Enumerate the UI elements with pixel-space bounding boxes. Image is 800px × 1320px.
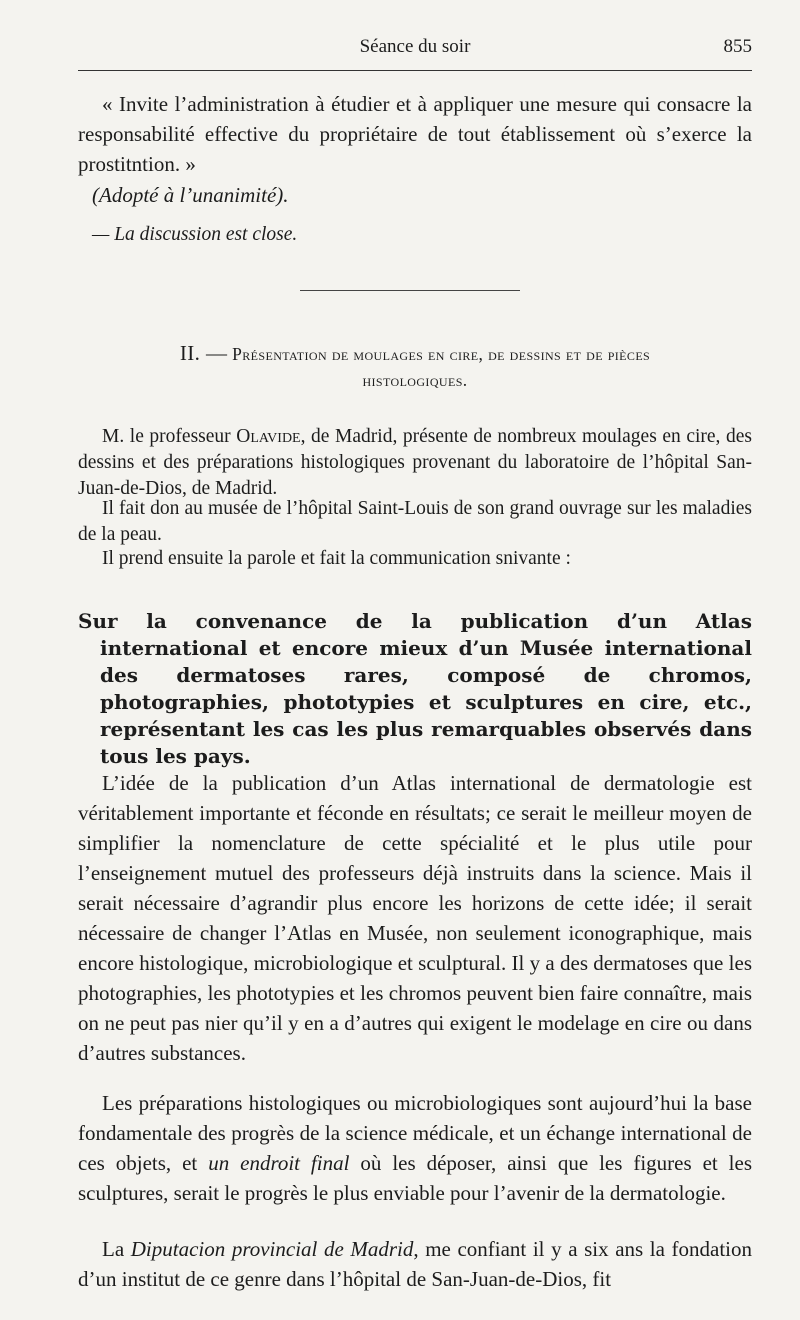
body-paragraph-1: L’idée de la publication d’un Atlas international de dermatologie est véritablement importante et féconde en résultats; ce serait le meilleur moyen de simplifier la nomenclature de cette spécialité et le plus utile pour l’enseignement mutuel des professeurs déjà instruits dans la science. Mais il serait nécessaire d’agrandir plus encore les horizons de cette idée; il serait nécessaire de changer l’Atlas en Musée, non seulement iconographique, mais encore histologique, microbiologique et sculptural. Il y a des dermatoses que les photographies, les phototypies et les chromos peuvent bien faire connaître, mais on ne peut pas nier qu’il y en a d’autres qui exigent le modelage en cire ou dans d’autres substances. xyxy=(78,771,752,1065)
header-rule xyxy=(78,70,752,71)
separator-rule xyxy=(300,290,520,291)
professor-name: Olavide xyxy=(236,426,301,447)
body-paragraph-3 xyxy=(78,1234,752,1294)
page-header xyxy=(78,26,752,70)
body-p2-italic: un endroit final xyxy=(208,1151,350,1175)
intro-lead: M. le professeur xyxy=(102,426,231,447)
adopted-note: (Adopté à l’unanimité). xyxy=(92,183,289,207)
body-p2-start: Les préparations histologiques ou microbiologiques sont aujourd’hui la base fondamentale des progrès de la science médicale, et un échange international de ces objets, et xyxy=(78,1091,752,1175)
body-p3-start: La xyxy=(102,1237,125,1261)
body-p3-italic: Diputacion provincial de Madrid xyxy=(130,1237,414,1261)
section-title-line1: Présentation de moulages en cire, de dessins et de pièces xyxy=(232,344,651,364)
section-numeral: II. — xyxy=(179,341,228,365)
intro-paragraph-3: Il prend ensuite la parole et fait la communication snivante : xyxy=(102,548,571,569)
page-number: 855 xyxy=(723,36,752,57)
intro-paragraph-2: Il fait don au musée de l’hôpital Saint-Louis de son grand ouvrage sur les maladies de la peau. xyxy=(78,498,752,545)
intro-rest: , de Madrid, présente de nombreux moulages en cire, des dessins et des préparations histologiques provenant du laboratoire de l’hôpital San-Juan-de-Dios, de Madrid. xyxy=(78,426,752,499)
discussion-closed: — La discussion est close. xyxy=(92,224,298,245)
running-title: Séance du soir xyxy=(359,36,471,57)
body-paragraph-2 xyxy=(78,1088,752,1208)
body-p3-end: , me confiant il y a six ans la fondation d’un institut de ce genre dans l’hôpital de San-Juan-de-Dios, fit xyxy=(78,1237,753,1291)
communication-headline: Sur la convenance de la publication d’un Atlas international et encore mieux d’un Musée international des dermatoses rares, composé de chromos, photographies, phototypies et sculptures en cire, etc., représentant les cas les plus remarquables observés dans tous les pays. xyxy=(78,609,752,768)
section-title-line2: histologiques. xyxy=(362,370,468,390)
quoted-resolution: « Invite l’administration à étudier et à appliquer une mesure qui consacre la responsabilité effective du propriétaire de tout établissement où s’exerce la prostitntion. » xyxy=(78,92,752,176)
section-title xyxy=(78,340,752,393)
intro-paragraph-1 xyxy=(78,424,752,502)
body-p2-end: où les déposer, ainsi que les figures et les sculptures, serait le progrès le plus enviable pour l’avenir de la dermatologie. xyxy=(78,1151,753,1205)
